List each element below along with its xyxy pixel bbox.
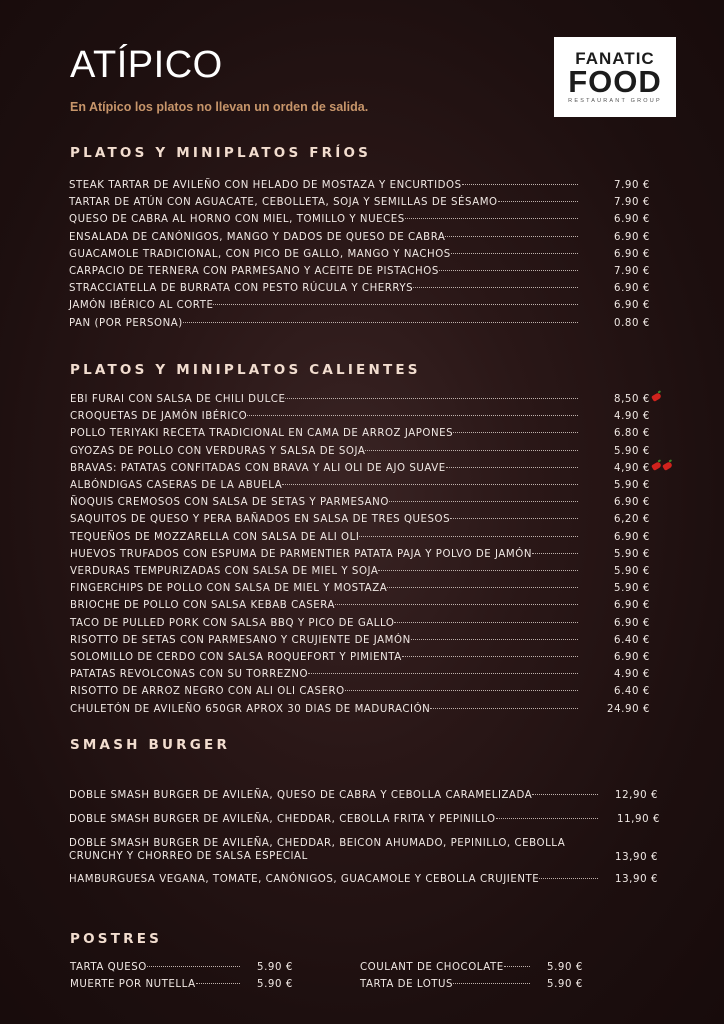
dotted-leader bbox=[365, 450, 578, 451]
dotted-leader bbox=[430, 708, 578, 709]
menu-item bbox=[360, 961, 530, 975]
brand-logo bbox=[554, 37, 676, 117]
section-title-frios: PLATOS Y MINIPLATOS FRÍOS bbox=[70, 145, 372, 161]
menu-item-price-wrap bbox=[614, 248, 650, 262]
menu-item-name: FINGERCHIPS DE POLLO CON SALSA DE MIEL Y MOSTAZA bbox=[70, 583, 388, 595]
menu-item bbox=[70, 651, 578, 665]
dotted-leader bbox=[532, 553, 578, 554]
menu-item bbox=[70, 445, 578, 459]
menu-item bbox=[69, 813, 598, 827]
menu-item-name: JAMÓN IBÉRICO AL CORTE bbox=[69, 300, 214, 312]
menu-item-price-wrap bbox=[614, 196, 650, 210]
dotted-leader bbox=[453, 983, 530, 984]
menu-item bbox=[70, 548, 578, 562]
section-title-calientes: PLATOS Y MINIPLATOS CALIENTES bbox=[70, 362, 421, 378]
dotted-leader bbox=[411, 639, 578, 640]
menu-item-price-wrap bbox=[614, 282, 650, 296]
menu-item-price-wrap bbox=[614, 265, 650, 279]
dotted-leader bbox=[445, 236, 578, 237]
dotted-leader bbox=[439, 270, 578, 271]
menu-item bbox=[69, 317, 578, 331]
menu-item-name: PAN (POR PERSONA) bbox=[69, 317, 183, 329]
menu-item-price-wrap bbox=[614, 445, 650, 459]
menu-item-name: GYOZAS DE POLLO CON VERDURAS Y SALSA DE SOJA bbox=[70, 445, 366, 457]
menu-item-price-wrap bbox=[614, 617, 650, 631]
menu-item bbox=[70, 410, 578, 424]
menu-item-price: 7.90 € bbox=[614, 180, 651, 191]
menu-item-price: 6.90 € bbox=[614, 231, 651, 243]
menu-item bbox=[70, 668, 578, 682]
menu-item-price-wrap bbox=[617, 813, 660, 827]
dotted-leader bbox=[389, 501, 578, 502]
menu-item bbox=[70, 479, 578, 493]
menu-item-price: 6.80 € bbox=[614, 428, 651, 440]
menu-item-price-wrap bbox=[614, 565, 650, 579]
menu-item-price-wrap bbox=[614, 213, 650, 227]
logo-line-1: FANATIC bbox=[575, 49, 655, 68]
menu-item-price-wrap bbox=[614, 317, 650, 331]
menu-item-price: 6.90 € bbox=[614, 652, 651, 663]
dotted-leader bbox=[196, 983, 240, 984]
menu-item-price: 5.90 € bbox=[614, 583, 651, 595]
menu-item-name: VERDURAS TEMPURIZADAS CON SALSA DE MIEL Y SOJA bbox=[70, 566, 379, 577]
dotted-leader bbox=[539, 878, 598, 879]
menu-item-name: SAQUITOS DE QUESO Y PERA BAÑADOS EN SALSA DE TRES QUESOS bbox=[70, 514, 451, 526]
menu-item-price: 11,90 € bbox=[617, 814, 661, 825]
menu-item-price-wrap bbox=[257, 961, 293, 975]
menu-item-name: TARTA QUESO bbox=[70, 962, 147, 973]
menu-item-price-wrap bbox=[614, 685, 650, 699]
menu-item bbox=[69, 196, 578, 210]
menu-item-price-wrap bbox=[614, 582, 650, 596]
menu-item-price-wrap bbox=[257, 978, 293, 992]
dotted-leader bbox=[247, 415, 578, 416]
menu-item bbox=[70, 462, 578, 476]
menu-item-price: 6.90 € bbox=[614, 600, 651, 612]
menu-item-price: 6.90 € bbox=[614, 617, 651, 629]
dotted-leader bbox=[405, 218, 578, 219]
menu-item-name: CHULETÓN DE AVILEÑO 650GR APROX 30 DIAS DE MADURACIÓN bbox=[70, 703, 431, 715]
menu-item-name: TEQUEÑOS DE MOZZARELLA CON SALSA DE ALI OLI bbox=[70, 531, 360, 543]
menu-item bbox=[70, 393, 578, 407]
menu-item-price: 6.90 € bbox=[614, 214, 651, 226]
menu-item-name: DOBLE SMASH BURGER DE AVILEÑA, CHEDDAR, CEBOLLA FRITA Y PEPINILLO bbox=[69, 814, 496, 825]
menu-item bbox=[70, 531, 578, 545]
menu-item bbox=[70, 427, 578, 441]
menu-item-price: 5.90 € bbox=[547, 979, 584, 990]
menu-item-name: QUESO DE CABRA AL HORNO CON MIEL, TOMILLO Y NUECES bbox=[69, 214, 405, 226]
menu-item-price-wrap bbox=[614, 531, 650, 545]
menu-item bbox=[70, 513, 578, 527]
menu-item-price-wrap bbox=[614, 651, 650, 665]
menu-item-price-wrap bbox=[614, 599, 650, 613]
menu-item-price-wrap bbox=[614, 496, 650, 510]
menu-item-name: TARTA DE LOTUS bbox=[360, 979, 454, 990]
logo-line-3: RESTAURANT GROUP bbox=[568, 98, 662, 104]
menu-item-price: 5.90 € bbox=[257, 962, 294, 973]
menu-item-price-wrap bbox=[614, 179, 650, 193]
menu-item-price-wrap bbox=[615, 873, 658, 887]
menu-item-name: BRAVAS: PATATAS CONFITADAS CON BRAVA Y ALI OLI DE AJO SUAVE bbox=[70, 462, 446, 474]
menu-item-name: ALBÓNDIGAS CASERAS DE LA ABUELA bbox=[70, 480, 283, 491]
menu-item-name: RISOTTO DE ARROZ NEGRO CON ALI OLI CASERO bbox=[70, 686, 345, 698]
menu-item-price: 5.90 € bbox=[614, 548, 651, 560]
dotted-leader bbox=[183, 322, 578, 323]
menu-item-price-wrap bbox=[614, 393, 661, 407]
menu-item-price-wrap bbox=[614, 427, 650, 441]
menu-item-price-wrap bbox=[614, 410, 650, 424]
menu-item-name: CROQUETAS DE JAMÓN IBÉRICO bbox=[70, 411, 248, 423]
menu-item-price-wrap bbox=[607, 703, 650, 717]
menu-item-price: 4.90 € bbox=[614, 411, 651, 423]
menu-item-price: 8,50 € bbox=[614, 394, 651, 405]
menu-item-name: TARTAR DE ATÚN CON AGUACATE, CEBOLLETA, SOJA Y SEMILLAS DE SÉSAMO bbox=[69, 197, 498, 209]
dotted-leader bbox=[394, 622, 578, 623]
logo-line-2: FOOD bbox=[568, 64, 662, 99]
menu-item bbox=[69, 873, 598, 887]
menu-item-name: DOBLE SMASH BURGER DE AVILEÑA, QUESO DE CABRA Y CEBOLLA CARAMELIZADA bbox=[69, 790, 533, 801]
dotted-leader bbox=[285, 398, 578, 399]
menu-item bbox=[70, 685, 578, 699]
menu-item-price-wrap bbox=[614, 462, 672, 476]
menu-item-name: HAMBURGUESA VEGANA, TOMATE, CANÓNIGOS, GUACAMOLE Y CEBOLLA CRUJIENTE bbox=[69, 874, 540, 885]
menu-item bbox=[360, 978, 530, 992]
menu-item-price: 7.90 € bbox=[614, 266, 651, 277]
page-title: ATÍPICO bbox=[70, 44, 223, 86]
dotted-leader bbox=[451, 253, 578, 254]
menu-item-price: 5.90 € bbox=[547, 962, 584, 973]
chili-pepper-icon bbox=[662, 461, 673, 471]
menu-item-name: STEAK TARTAR DE AVILEÑO CON HELADO DE MOSTAZA Y ENCURTIDOS bbox=[69, 180, 462, 191]
dotted-leader bbox=[453, 432, 578, 433]
menu-item-name: POLLO TERIYAKI RECETA TRADICIONAL EN CAMA DE ARROZ JAPONES bbox=[70, 428, 454, 440]
menu-item bbox=[70, 703, 578, 717]
menu-item-price-wrap bbox=[614, 548, 650, 562]
page-subtitle: En Atípico los platos no llevan un orden de salida. bbox=[70, 100, 369, 114]
menu-item-name: BRIOCHE DE POLLO CON SALSA KEBAB CASERA bbox=[70, 600, 335, 612]
menu-item bbox=[70, 582, 578, 596]
menu-item-price-wrap bbox=[614, 634, 650, 648]
dotted-leader bbox=[213, 304, 578, 305]
dotted-leader bbox=[532, 794, 598, 795]
chili-pepper-icon bbox=[651, 392, 662, 402]
menu-item-price-wrap bbox=[614, 231, 650, 245]
dotted-leader bbox=[450, 518, 578, 519]
menu-item-price: 6.90 € bbox=[614, 283, 651, 295]
menu-item bbox=[69, 299, 578, 313]
menu-item-price: 13,90 € bbox=[615, 852, 659, 863]
section-title-burger: SMASH BURGER bbox=[70, 737, 231, 753]
menu-item-name: COULANT DE CHOCOLATE bbox=[360, 962, 504, 973]
menu-item-name: PATATAS REVOLCONAS CON SU TORREZNO bbox=[70, 669, 309, 681]
menu-item-price: 6,20 € bbox=[614, 514, 651, 526]
menu-item bbox=[70, 978, 240, 992]
menu-item bbox=[69, 282, 578, 296]
menu-item-name: GUACAMOLE TRADICIONAL, CON PICO DE GALLO, MANGO Y NACHOS bbox=[69, 248, 451, 260]
menu-item-price: 24.90 € bbox=[607, 703, 651, 715]
menu-item-price-wrap bbox=[615, 789, 658, 803]
menu-item-name: MUERTE POR NUTELLA bbox=[70, 979, 196, 990]
dotted-leader bbox=[402, 656, 578, 657]
menu-item-price-wrap bbox=[547, 978, 583, 992]
dotted-leader bbox=[147, 966, 240, 967]
dotted-leader bbox=[359, 536, 578, 537]
menu-item-name: EBI FURAI CON SALSA DE CHILI DULCE bbox=[70, 394, 286, 405]
menu-item bbox=[70, 961, 240, 975]
dotted-leader bbox=[446, 467, 578, 468]
menu-item bbox=[69, 265, 578, 279]
menu-item bbox=[69, 837, 599, 863]
menu-item-name: HUEVOS TRUFADOS CON ESPUMA DE PARMENTIER PATATA PAJA Y POLVO DE JAMÓN bbox=[70, 548, 532, 560]
menu-item bbox=[69, 248, 578, 262]
menu-item bbox=[70, 565, 578, 579]
menu-item-name: STRACCIATELLA DE BURRATA CON PESTO RÚCULA Y CHERRYS bbox=[69, 283, 414, 295]
menu-item-name: CARPACIO DE TERNERA CON PARMESANO Y ACEITE DE PISTACHOS bbox=[69, 266, 439, 277]
chili-pepper-icon bbox=[651, 461, 662, 471]
menu-item-price: 0.80 € bbox=[614, 317, 651, 329]
menu-item-name: ÑOQUIS CREMOSOS CON SALSA DE SETAS Y PARMESANO bbox=[70, 497, 389, 509]
menu-item-name: RISOTTO DE SETAS CON PARMESANO Y CRUJIENTE DE JAMÓN bbox=[70, 634, 411, 646]
menu-item bbox=[69, 231, 578, 245]
dotted-leader bbox=[335, 604, 578, 605]
menu-item-price: 12,90 € bbox=[615, 790, 659, 801]
dotted-leader bbox=[387, 587, 578, 588]
menu-item-price-wrap bbox=[614, 668, 650, 682]
menu-item-price-wrap bbox=[614, 479, 650, 493]
menu-item-price: 7.90 € bbox=[614, 197, 651, 209]
menu-item-name: SOLOMILLO DE CERDO CON SALSA ROQUEFORT Y PIMIENTA bbox=[70, 652, 402, 663]
dotted-leader bbox=[413, 287, 578, 288]
dotted-leader bbox=[504, 966, 530, 967]
dotted-leader bbox=[498, 201, 578, 202]
menu-item bbox=[70, 496, 578, 510]
menu-item bbox=[70, 599, 578, 613]
menu-item-name: ENSALADA DE CANÓNIGOS, MANGO Y DADOS DE QUESO DE CABRA bbox=[69, 231, 446, 243]
menu-item-price-wrap bbox=[614, 513, 650, 527]
menu-item bbox=[70, 634, 578, 648]
dotted-leader bbox=[378, 570, 578, 571]
menu-item bbox=[69, 179, 578, 193]
menu-item-price: 6.90 € bbox=[614, 300, 651, 312]
menu-item-price: 5.90 € bbox=[614, 566, 651, 577]
menu-item-price: 5.90 € bbox=[614, 480, 651, 491]
menu-item-price: 6.40 € bbox=[614, 634, 651, 646]
section-title-postres: POSTRES bbox=[70, 931, 163, 947]
menu-item-name: DOBLE SMASH BURGER DE AVILEÑA, CHEDDAR, BEICON AHUMADO, PEPINILLO, CEBOLLA CRUNCHY Y CHORREO DE SALSA ESPECIAL bbox=[69, 838, 566, 862]
menu-item-price: 6.90 € bbox=[614, 497, 651, 509]
menu-item-price-wrap bbox=[547, 961, 583, 975]
menu-item-price: 5.90 € bbox=[614, 445, 651, 457]
menu-item-price: 6.40 € bbox=[614, 686, 651, 698]
menu-item bbox=[70, 617, 578, 631]
menu-item-price: 4,90 € bbox=[614, 462, 651, 474]
dotted-leader bbox=[282, 484, 578, 485]
menu-item-price: 13,90 € bbox=[615, 874, 659, 885]
dotted-leader bbox=[462, 184, 578, 185]
menu-item bbox=[69, 213, 578, 227]
menu-item-name: TACO DE PULLED PORK CON SALSA BBQ Y PICO DE GALLO bbox=[70, 617, 395, 629]
menu-item-price-wrap bbox=[614, 299, 650, 313]
menu-item-price: 6.90 € bbox=[614, 248, 651, 260]
dotted-leader bbox=[496, 818, 598, 819]
menu-item-price: 4.90 € bbox=[614, 669, 651, 681]
menu-item bbox=[69, 789, 598, 803]
menu-item-price: 6.90 € bbox=[614, 531, 651, 543]
menu-item-price: 5.90 € bbox=[257, 979, 294, 990]
dotted-leader bbox=[308, 673, 578, 674]
dotted-leader bbox=[345, 690, 578, 691]
